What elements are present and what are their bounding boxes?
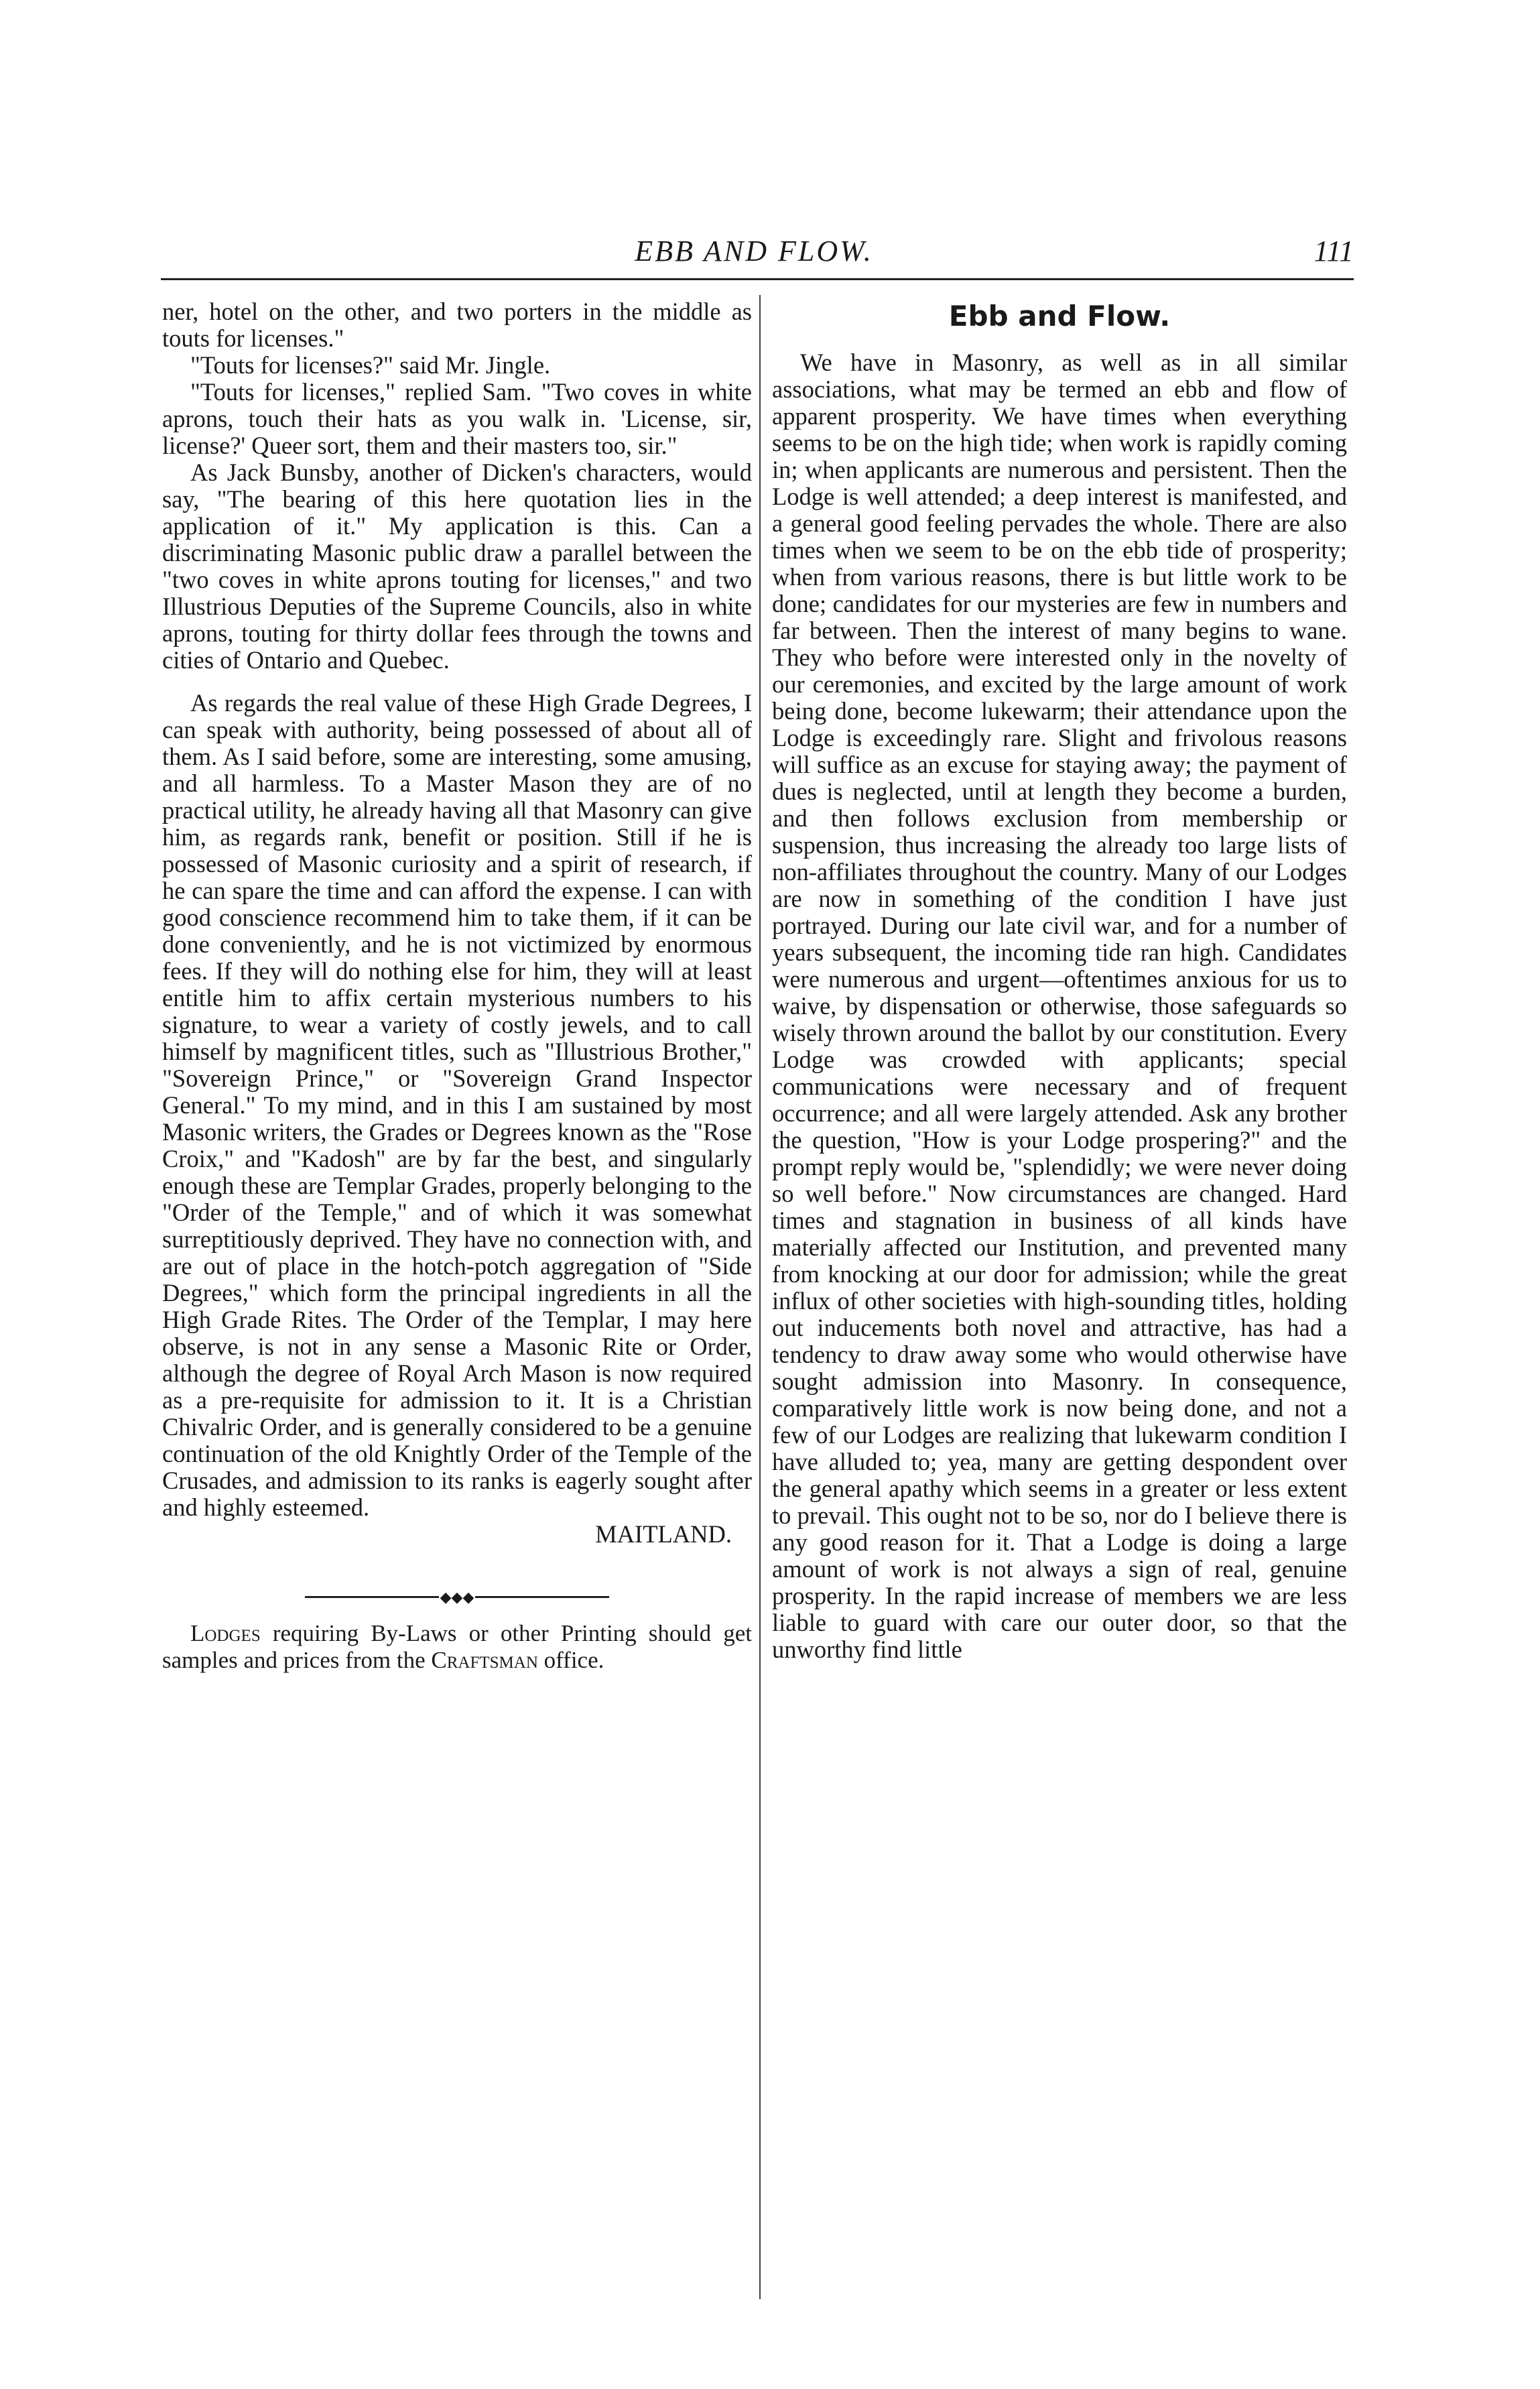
- page-number: 111: [1313, 235, 1354, 267]
- left-column: [162, 298, 752, 1674]
- paragraph: ner, hotel on the other, and two porters in the middle as touts for licenses.": [162, 298, 752, 352]
- column-divider: [759, 295, 761, 2299]
- running-head: [154, 231, 1354, 278]
- ornament-rule: [475, 1596, 609, 1598]
- notice-source: Craftsman: [431, 1647, 538, 1673]
- running-title: EBB AND FLOW.: [635, 235, 873, 267]
- notice-lead: Lodges: [190, 1620, 261, 1646]
- printing-notice: [162, 1620, 752, 1674]
- paragraph: We have in Masonry, as well as in all similar associations, what may be termed an ebb and flow of apparent prosperity. We have times when everything seems to be on the high tide; when work is rapidly coming in; when applicants are numerous and persistent. Then the Lodge is well attended; a deep interest is manifested, and a general good feeling pervades the whole. There are also times when we seem to be on the ebb tide of prosperity; when from various reasons, there is but little work to be done; candidates for our mysteries are few in numbers and far between. Then the interest of many begins to wane. They who before were interested only in the novelty of our ceremonies, and excited by the large amount of work being done, become lukewarm; their attendance upon the Lodge is exceedingly rare. Slight and frivolous reasons will suffice as an excuse for staying away; the payment of dues is neglected, until at length they become a burden, and then follows exclusion from membership or suspension, thus increasing the already too large lists of non-affiliates throughout the country. Many of our Lodges are now in something of the condition I have just portrayed. During our late civil war, and for a number of years subsequent, the incoming tide ran high. Candidates were numerous and urgent—oftentimes anxious for us to waive, by dispensation or otherwise, those safeguards so wisely thrown around the ballot by our constitution. Every Lodge was crowded with applicants; special communications were necessary and of frequent occurrence; and all were largely attended. Ask any brother the question, "How is your Lodge prospering?" and the prompt reply would be, "splendidly; we were never doing so well before." Now circumstances are changed. Hard times and stagnation in business of all kinds have materially affected our Institution, and prevented many from knocking at our door for admission; while the great influx of other societies with high-sounding titles, holding out inducements both novel and attractive, has had a tendency to draw away some who would otherwise have sought admission into Masonry. In consequence, comparatively little work is now being done, and not a few of our Lodges are realizing that lukewarm condition I have alluded to; yea, many are getting despondent over the general apathy which seems in a greater or less extent to prevail. This ought not to be so, nor do I believe there is any good reason for it. That a Lodge is doing a large amount of work is not always a sign of real, genuine prosperity. In the rapid increase of members we are less liable to guard with care our outer door, so that the unworthy find little: [772, 349, 1347, 1663]
- notice-body: requiring By-Laws or other Printing should get samples and prices from the: [162, 1620, 752, 1673]
- notice-tail: office.: [537, 1647, 604, 1673]
- paragraph: "Touts for licenses?" said Mr. Jingle.: [190, 351, 551, 379]
- right-column: [772, 298, 1347, 1663]
- article-title: Ebb and Flow.: [948, 300, 1171, 332]
- ornament-diamond: ◆◆◆: [440, 1588, 474, 1605]
- paragraph: As Jack Bunsby, another of Dicken's characters, would say, "The bearing of this here quotation lies in the application of it." My application is this. Can a discriminating Masonic public draw a parallel between the "two coves in white aprons touting for licenses," and two Illustrious Deputies of the Supreme Councils, also in white aprons, touting for thirty dollar fees through the towns and cities of Ontario and Quebec.: [162, 458, 752, 674]
- paragraph: As regards the real value of these High Grade Degrees, I can speak with authority, being possessed of about all of them. As I said before, some are interesting, some amusing, and all harmless. To a Master Mason they are of no practical utility, he already having all that Masonry can give him, as regards rank, benefit or position. Still if he is possessed of Masonic curiosity and a spirit of research, if he can spare the time and can afford the expense. I can with good conscience recommend him to take them, if it can be done conveniently, and he is not victimized by enormous fees. If they will do nothing else for him, they will at least entitle him to affix certain mysterious numbers to his signature, to wear a variety of costly jewels, and to call himself by magnificent titles, such as "Illustrious Brother," "Sovereign Prince," or "Sovereign Grand Inspector General." To my mind, and in this I am sustained by most Masonic writers, the Grades or Degrees known as the "Rose Croix," and "Kadosh" are by far the best, and singularly enough these are Templar Grades, properly belonging to the "Order of the Temple," and of which it was somewhat surreptitiously deprived. They have no connection with, and are out of place in the hotch-potch aggregation of "Side Degrees," which form the principal ingredients in all the High Grade Rites. The Order of the Templar, I may here observe, is not in any sense a Masonic Rite or Order, although the degree of Royal Arch Mason is now required as a pre-requisite for admission to it. It is a Christian Chivalric Order, and is generally considered to be a genuine continuation of the old Knightly Order of the Temple of the Crusades, and admission to its ranks is eagerly sought after and highly esteemed.: [162, 689, 752, 1521]
- header-rule: [161, 278, 1354, 280]
- signature: MAITLAND.: [595, 1520, 732, 1548]
- ornament-rule: [305, 1596, 439, 1598]
- section-ornament: [162, 1581, 752, 1605]
- paragraph: "Touts for licenses," replied Sam. "Two coves in white aprons, touch their hats as you walk in. 'License, sir, license?' Queer sort, them and their masters too, sir.": [162, 378, 752, 459]
